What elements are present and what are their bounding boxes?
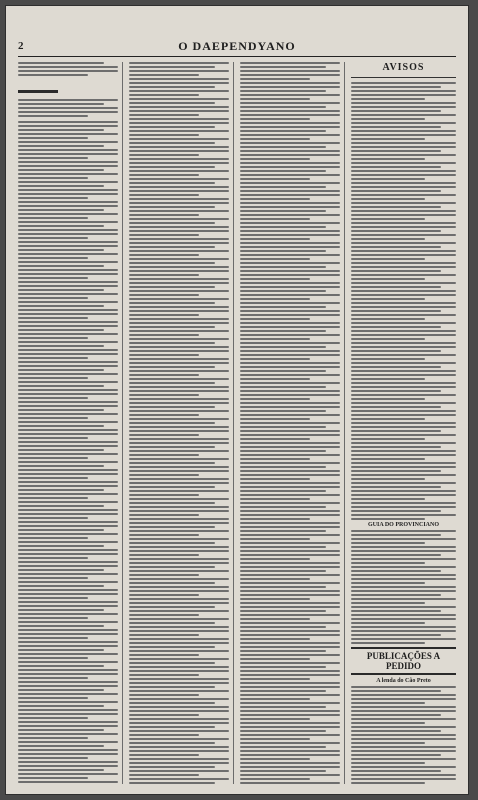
column-1-text (18, 62, 118, 784)
section-heading-avisos: AVISOS (382, 62, 425, 73)
column-4-text-mid (351, 530, 456, 644)
column-2-text (129, 62, 229, 784)
subheading-guia: GUIA DO PROVINCIANO (367, 522, 439, 528)
paper-title: O DAEPENDYANO (178, 39, 296, 53)
column-1 (18, 62, 123, 784)
column-4 (351, 62, 456, 784)
column-2 (129, 62, 234, 784)
page-number: 2 (18, 40, 24, 52)
column-3 (240, 62, 345, 784)
page-header (18, 40, 456, 57)
column-4-text-bottom (351, 686, 456, 784)
column-4-text-top (351, 82, 456, 520)
article-columns (18, 62, 456, 784)
column-3-text (240, 62, 340, 784)
newspaper-page (6, 6, 468, 794)
divider-line (351, 77, 456, 78)
block-subtitle: A lenda do Cão Preto (376, 678, 431, 684)
block-heading-publicacoes: PUBLICAÇÕES A PEDIDO (351, 647, 456, 675)
